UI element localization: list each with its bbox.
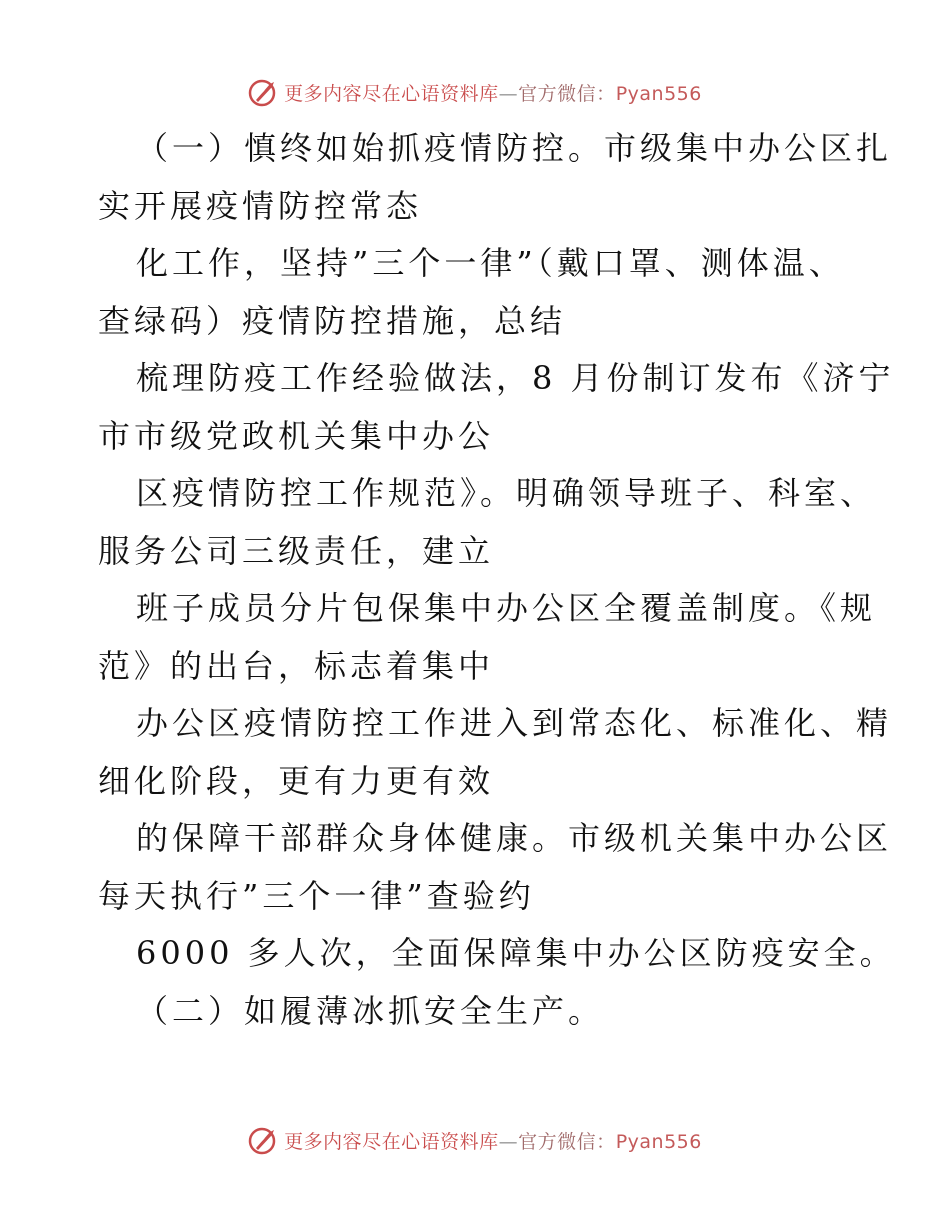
paragraph-line: （二）如履薄冰抓安全生产。 (136, 991, 605, 1030)
quill-logo-icon (248, 76, 280, 108)
quill-logo-icon (248, 1124, 280, 1156)
paragraph-line: 梳理防疫工作经验做法，8 月份制订发布《济宁 (136, 359, 895, 397)
paragraph-line: 市市级党政机关集中办公 (98, 416, 495, 455)
watermark-separator: — (498, 1130, 519, 1153)
paragraph-line: 班子成员分片包保集中办公区全覆盖制度。《规 (136, 589, 877, 627)
watermark-wechat-id: Pyan556 (615, 1130, 702, 1153)
watermark-label: 官方微信： (518, 82, 616, 105)
watermark-label: 官方微信： (518, 1130, 616, 1153)
paragraph-line: 服务公司三级责任，建立 (98, 531, 495, 570)
paragraph-line: 办公区疫情防控工作进入到常态化、标准化、精 (136, 704, 893, 742)
paragraph-line: 化工作，坚持”三个一律”（戴口罩、测体温、 (136, 244, 845, 282)
document-body (98, 120, 896, 1040)
watermark-footer (0, 1118, 950, 1162)
paragraph-line: 每天执行”三个一律”查验约 (98, 876, 535, 915)
watermark-wechat-id: Pyan556 (615, 82, 702, 105)
watermark-separator: — (498, 82, 519, 105)
watermark-text (284, 1127, 702, 1154)
watermark-text (284, 79, 702, 106)
paragraph-line: 的保障干部群众身体健康。市级机关集中办公区 (136, 819, 893, 857)
paragraph-line: 6000 多人次，全面保障集中办公区防疫安全。 (136, 934, 896, 972)
paragraph-line: 范》的出台，标志着集中 (98, 646, 495, 685)
paragraph-line: 查绿码）疫情防控措施，总结 (98, 301, 567, 340)
watermark-header (0, 70, 950, 114)
paragraph-line: 区疫情防控工作规范》。明确领导班子、科室、 (136, 474, 877, 512)
paragraph-line: 细化阶段，更有力更有效 (98, 761, 495, 800)
paragraph-line: （一）慎终如始抓疫情防控。市级集中办公区扎 (136, 129, 893, 167)
paragraph-line: 实开展疫情防控常态 (98, 186, 423, 225)
watermark-site: 更多内容尽在心语资料库 (284, 1130, 499, 1153)
watermark-site: 更多内容尽在心语资料库 (284, 82, 499, 105)
